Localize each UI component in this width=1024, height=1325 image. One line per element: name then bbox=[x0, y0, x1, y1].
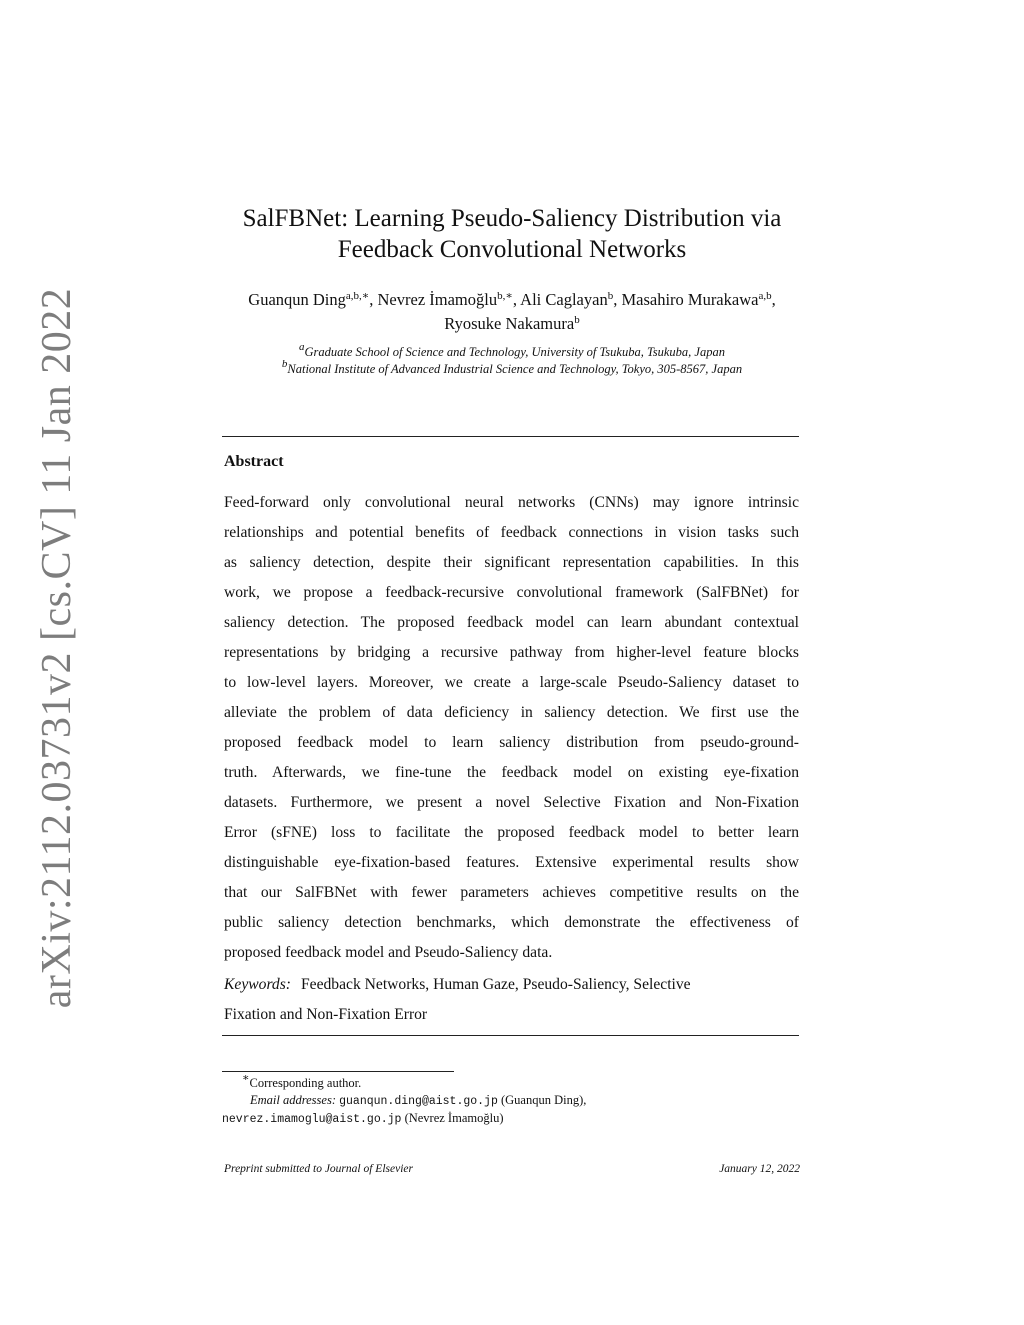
author-name: Guanqun Ding bbox=[248, 290, 346, 309]
preprint-date: January 12, 2022 bbox=[719, 1163, 800, 1175]
abstract-line: distinguishable eye-fixation-based features. Extensive experimental results show bbox=[224, 854, 799, 871]
author-separator: , bbox=[369, 290, 378, 309]
title-line-1: SalFBNet: Learning Pseudo-Saliency Distribution via bbox=[242, 205, 782, 232]
footnotes bbox=[222, 1072, 802, 1129]
corresponding-author-note bbox=[222, 1072, 802, 1092]
abstract-line: proposed feedback model and Pseudo-Saliency data. bbox=[224, 944, 553, 961]
author-name: Masahiro Murakawa bbox=[621, 290, 759, 309]
arxiv-identifier-stamp: arXiv:2112.03731v2 [cs.CV] 11 Jan 2022 bbox=[34, 287, 80, 1009]
author-list bbox=[222, 288, 802, 336]
keywords-line-2: Fixation and Non-Fixation Error bbox=[224, 1006, 428, 1023]
email-owner: (Nevrez İmamoğlu) bbox=[404, 1111, 504, 1125]
abstract-line: saliency detection. The proposed feedback model can learn abundant contextual bbox=[224, 614, 799, 631]
abstract-top-rule bbox=[222, 436, 799, 437]
email-link[interactable]: nevrez.imamoglu@aist.go.jp bbox=[222, 1113, 402, 1126]
keywords-line-1 bbox=[224, 974, 799, 1004]
author-affiliation-mark: a,b bbox=[758, 290, 772, 302]
author-affiliation-mark: b,∗ bbox=[497, 290, 513, 302]
author-name: Nevrez İmamoğlu bbox=[377, 290, 498, 309]
abstract-line: representations by bridging a recursive pathway from higher-level feature blocks bbox=[224, 644, 799, 661]
affiliation-list bbox=[200, 341, 824, 378]
affiliation-mark: b bbox=[281, 358, 288, 370]
author-affiliation-mark: a,b,∗ bbox=[345, 290, 370, 302]
affiliation-text: National Institute of Advanced Industrial Science and Technology, Tokyo, 305-8567, Japan bbox=[287, 362, 743, 376]
abstract-line: to low-level layers. Moreover, we create a large-scale Pseudo-Saliency dataset to bbox=[224, 674, 799, 691]
keywords-label: Keywords: bbox=[224, 976, 291, 993]
author-line-1 bbox=[222, 288, 802, 336]
abstract-line: alleviate the problem of data deficiency in saliency detection. We first use the bbox=[224, 704, 799, 721]
author-affiliation-mark: b bbox=[607, 290, 614, 302]
abstract-line: work, we propose a feedback-recursive convolutional framework (SalFBNet) for bbox=[224, 584, 799, 601]
abstract-line: Error (sFNE) loss to facilitate the proposed feedback model to better learn bbox=[224, 824, 799, 841]
footnote-rule bbox=[222, 1071, 454, 1072]
paper-title bbox=[162, 203, 862, 265]
abstract-body bbox=[224, 492, 799, 972]
affiliation-text: Graduate School of Science and Technology, University of Tsukuba, Tsukuba, Japan bbox=[304, 345, 725, 359]
abstract-line: public saliency detection benchmarks, which demonstrate the effectiveness of bbox=[224, 914, 799, 931]
author-affiliation-mark: b bbox=[574, 314, 580, 326]
author-name: Ryosuke Nakamura bbox=[444, 314, 575, 333]
footnote-mark: ∗ bbox=[242, 1072, 250, 1084]
abstract-line: proposed feedback model to learn saliency distribution from pseudo-ground- bbox=[224, 734, 799, 751]
email-link[interactable]: guanqun.ding@aist.go.jp bbox=[339, 1094, 498, 1108]
email-label: Email addresses: bbox=[250, 1092, 336, 1107]
abstract-bottom-rule bbox=[222, 1035, 799, 1036]
affiliation-b bbox=[200, 358, 824, 378]
email-note-line-2 bbox=[222, 1110, 802, 1129]
footnote-text: Corresponding author. bbox=[249, 1076, 362, 1090]
abstract-line: that our SalFBNet with fewer parameters achieves competitive results on the bbox=[224, 884, 799, 901]
title-line-2: Feedback Convolutional Networks bbox=[337, 236, 687, 263]
abstract-heading: Abstract bbox=[224, 453, 284, 470]
abstract-line: truth. Afterwards, we fine-tune the feedback model on existing eye-fixation bbox=[224, 764, 799, 781]
affiliation-a bbox=[200, 341, 824, 361]
keywords-section bbox=[224, 974, 799, 1034]
abstract-line: as saliency detection, despite their significant representation capabilities. In this bbox=[224, 554, 799, 571]
abstract-line: Feed-forward only convolutional neural networks (CNNs) may ignore intrinsic bbox=[224, 494, 799, 511]
preprint-journal-note: Preprint submitted to Journal of Elsevier bbox=[224, 1163, 413, 1175]
author-name: Ali Caglayan bbox=[520, 290, 608, 309]
abstract-line: relationships and potential benefits of feedback connections in vision tasks such bbox=[224, 524, 799, 541]
author-separator: , bbox=[771, 290, 776, 309]
author-separator: , bbox=[512, 290, 521, 309]
preprint-footer bbox=[224, 1163, 800, 1175]
affiliation-mark: a bbox=[299, 341, 305, 353]
author-separator: , bbox=[613, 290, 622, 309]
email-note-line-1 bbox=[222, 1092, 802, 1111]
email-owner: (Guanqun Ding), bbox=[500, 1092, 587, 1107]
abstract-line: datasets. Furthermore, we present a novel Selective Fixation and Non-Fixation bbox=[224, 794, 799, 811]
keywords-text: Feedback Networks, Human Gaze, Pseudo-Saliency, Selective bbox=[301, 976, 691, 993]
